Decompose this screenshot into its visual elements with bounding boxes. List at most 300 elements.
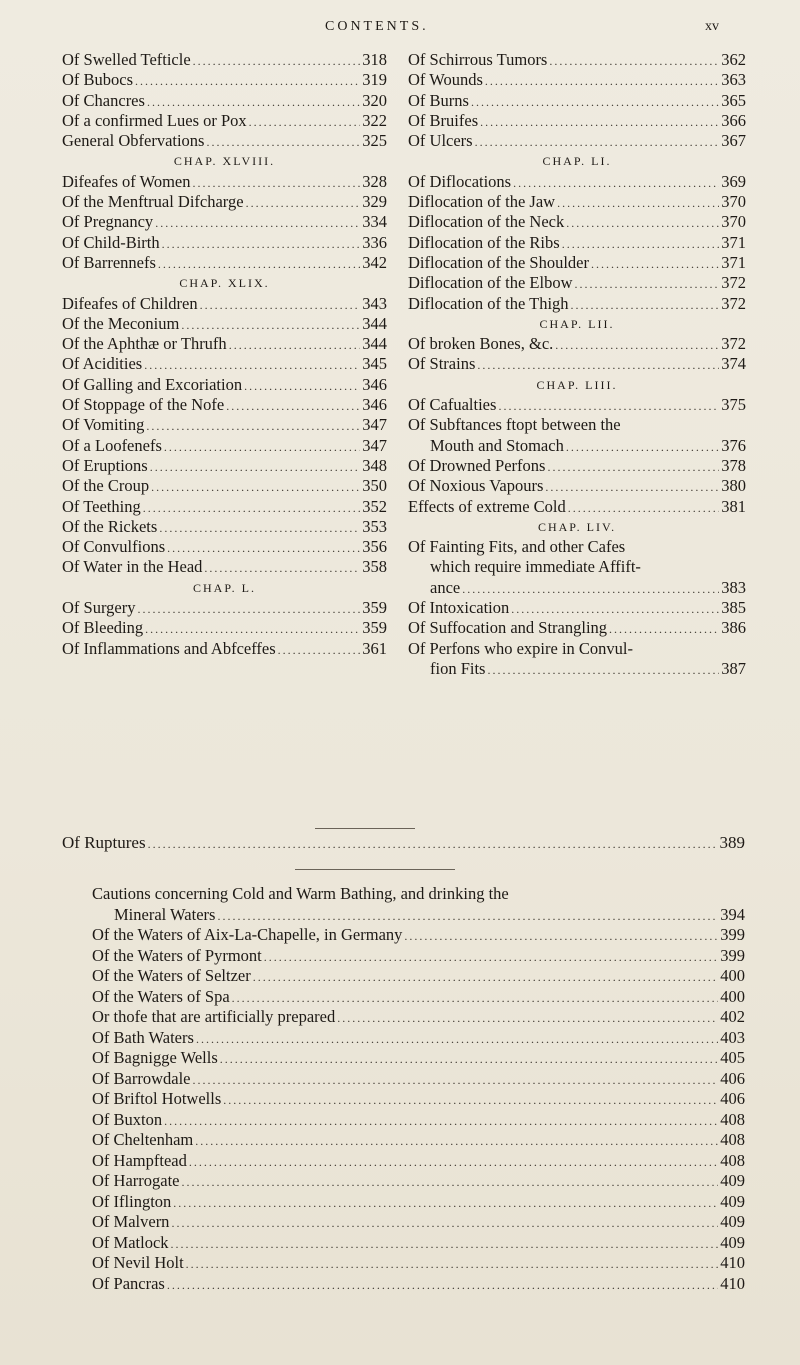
- dot-leader: [480, 112, 719, 132]
- entry-page: 408: [720, 1109, 745, 1129]
- entry-title: Mouth and Stomach: [430, 435, 564, 455]
- entry-page: 346: [362, 395, 387, 415]
- entry-title: Difeafes of Children: [62, 293, 198, 313]
- contents-entry: [408, 233, 746, 253]
- entry-page: 405: [720, 1048, 745, 1067]
- entry-title: Of broken Bones, &c.: [408, 334, 554, 354]
- contents-entry: [62, 334, 387, 354]
- entry-title: Of Burns: [408, 90, 469, 110]
- entry-title: Of a confirmed Lues or Pox: [62, 110, 247, 130]
- entry-title: Of Child-Birth: [62, 232, 160, 252]
- dot-leader: [193, 173, 361, 193]
- entry-title: Of Barrowdale: [92, 1068, 191, 1088]
- contents-entry: [62, 395, 387, 415]
- dot-leader: [195, 1131, 718, 1152]
- dot-leader: [244, 376, 360, 396]
- entry-page: 322: [362, 110, 387, 130]
- contents-entry: [408, 659, 746, 679]
- dot-leader: [189, 1152, 718, 1173]
- entry-page: 399: [720, 925, 745, 944]
- entry-title: Of Pancras: [92, 1273, 165, 1293]
- contents-entry: [92, 946, 745, 967]
- dot-leader: [249, 112, 361, 132]
- dot-leader: [162, 234, 361, 254]
- dot-leader: [206, 132, 360, 152]
- entry-title: Of Water in the Head: [62, 557, 203, 577]
- dot-leader: [555, 335, 719, 355]
- entry-title: Of Bath Waters: [92, 1027, 194, 1047]
- dot-leader: [547, 457, 719, 477]
- contents-entry: [92, 1069, 745, 1090]
- entry-title: Of Teething: [62, 496, 141, 516]
- contents-entry: [408, 598, 746, 618]
- dot-leader: [217, 906, 718, 927]
- contents-entry: [62, 212, 387, 232]
- dot-leader: [571, 295, 720, 315]
- contents-entry: [408, 334, 746, 354]
- entry-title: Of Bleeding: [62, 618, 144, 638]
- entry-page: 400: [720, 986, 745, 1006]
- entry-title: Of the Rickets: [62, 516, 158, 536]
- entry-page: 353: [362, 516, 387, 536]
- entry-page: 371: [721, 252, 746, 272]
- entry-title: Of Cheltenham: [92, 1130, 194, 1149]
- contents-entry: [92, 884, 745, 905]
- entry-page: 334: [362, 212, 387, 232]
- chapter-heading: CHAP. LIV.: [537, 519, 617, 534]
- entry-title: Of Eruptions: [62, 455, 148, 475]
- dot-leader: [173, 1193, 718, 1214]
- entry-page: 375: [721, 395, 746, 415]
- dot-leader: [511, 599, 719, 619]
- entry-page: 380: [721, 476, 746, 496]
- entry-title: Of Vomiting: [62, 415, 145, 435]
- contents-entry: [62, 294, 387, 314]
- contents-entry: [92, 1110, 745, 1131]
- dot-leader: [167, 1275, 718, 1296]
- entry-title: General Obfervations: [62, 131, 205, 151]
- entry-page: 409: [720, 1232, 745, 1252]
- contents-entry: [408, 111, 746, 131]
- contents-entry: [408, 395, 746, 415]
- ruptures-entry: [62, 833, 745, 853]
- dot-leader: [204, 558, 360, 578]
- entry-title: Difeafes of Women: [62, 171, 191, 191]
- dot-leader: [193, 51, 361, 71]
- page-header: [0, 15, 800, 45]
- dot-leader: [475, 132, 720, 152]
- dot-leader: [253, 967, 719, 988]
- contents-entry: [92, 905, 745, 926]
- contents-entry: [62, 375, 387, 395]
- section-rule: [295, 869, 455, 870]
- entry-title: Of Bagnigge Wells: [92, 1048, 218, 1067]
- entry-page: 342: [362, 252, 387, 272]
- entry-title: Diflocation of the Jaw: [408, 192, 556, 212]
- entry-page: 328: [362, 171, 387, 191]
- dot-leader: [557, 193, 719, 213]
- contents-entry: [62, 70, 387, 90]
- entry-title: Diflocation of the Elbow: [408, 273, 573, 293]
- entry-page: 408: [720, 1130, 745, 1149]
- entry-title: Of Buxton: [92, 1109, 163, 1129]
- dot-leader: [226, 396, 360, 416]
- entry-title: Of Perfons who expire in Convul-: [408, 638, 634, 658]
- entry-title: Of the Menftrual Difcharge: [62, 192, 244, 212]
- entry-title: Of Barrennefs: [62, 252, 156, 272]
- entry-page: 402: [720, 1007, 745, 1026]
- contents-entry: [408, 91, 746, 111]
- entry-title: Of Wounds: [408, 70, 483, 90]
- dot-leader: [171, 1213, 718, 1234]
- entry-title: Mineral Waters: [114, 904, 216, 924]
- entry-title: Of Inflammations and Abfceffes: [62, 638, 276, 658]
- entry-page: 406: [720, 1089, 745, 1108]
- entry-title: Diflocation of the Shoulder: [408, 252, 590, 272]
- contents-entry: [408, 557, 746, 577]
- dot-leader: [164, 1111, 718, 1132]
- entry-page: 350: [362, 476, 387, 496]
- dot-leader: [148, 834, 718, 854]
- chapter-heading: CHAP. XLIX.: [179, 276, 270, 291]
- entry-title: Of Harrogate: [92, 1171, 180, 1190]
- entry-page: 348: [362, 455, 387, 475]
- chapter-heading: CHAP. XLVIII.: [173, 154, 276, 169]
- entry-page: 367: [721, 131, 746, 151]
- entry-page: 362: [721, 50, 746, 69]
- dot-leader: [186, 1254, 719, 1275]
- contents-entry: [62, 314, 387, 334]
- dot-leader: [223, 1090, 718, 1111]
- dot-leader: [337, 1008, 718, 1029]
- entry-title: Of Schirrous Tumors: [408, 50, 548, 69]
- contents-entry: [92, 925, 745, 946]
- entry-title: Of the Waters of Pyrmont: [92, 945, 262, 965]
- contents-entry: [408, 415, 746, 435]
- entry-title: Of Fainting Fits, and other Cafes: [408, 537, 626, 557]
- contents-entry: [408, 354, 746, 374]
- dot-leader: [182, 1172, 719, 1193]
- entry-page: 386: [721, 618, 746, 638]
- contents-entry: [408, 192, 746, 212]
- chapter-heading: CHAP. LI.: [542, 154, 612, 169]
- entry-page: 385: [721, 598, 746, 618]
- contents-entry: [62, 537, 387, 557]
- chapter-heading: CHAP. LIII.: [536, 377, 618, 392]
- chapter-heading: CHAP. LII.: [539, 316, 615, 331]
- contents-entry: [408, 618, 746, 638]
- entry-page: 347: [362, 415, 387, 435]
- entry-page: 363: [721, 70, 746, 90]
- entry-title: Of the Waters of Spa: [92, 986, 230, 1006]
- entry-title: Of Malvern: [92, 1212, 170, 1231]
- dot-leader: [158, 254, 360, 274]
- contents-entry: [408, 273, 746, 293]
- dot-leader: [159, 518, 360, 538]
- entry-page: 318: [362, 50, 387, 69]
- contents-entry: [92, 1028, 745, 1049]
- entry-title: Of a Loofenefs: [62, 435, 162, 455]
- entry-page: 359: [362, 618, 387, 638]
- entry-title: Cautions concerning Cold and Warm Bathing, and drinking the: [92, 884, 509, 903]
- entry-title: Of the Meconium: [62, 313, 180, 333]
- contents-entry: [408, 131, 746, 151]
- entry-page: 403: [720, 1027, 745, 1047]
- contents-entry: [92, 1233, 745, 1254]
- contents-entry: [62, 233, 387, 253]
- entry-title: Of Bruifes: [408, 110, 479, 130]
- contents-entry: [62, 497, 387, 517]
- entry-page: 325: [362, 131, 387, 151]
- entry-title: Of the Waters of Aix-La-Chapelle, in Germany: [92, 925, 403, 944]
- dot-leader: [232, 988, 719, 1009]
- dot-leader: [147, 92, 360, 112]
- dot-leader: [144, 355, 360, 375]
- dot-leader: [137, 599, 360, 619]
- folio: xv: [705, 19, 719, 34]
- entry-title: ance: [430, 577, 461, 597]
- dot-leader: [246, 193, 361, 213]
- dot-leader: [498, 396, 719, 416]
- contents-entry: [92, 1130, 745, 1151]
- contents-entry: [408, 294, 746, 314]
- entry-title: Of the Aphthæ or Thrufh: [62, 334, 227, 354]
- contents-left-column: [62, 50, 387, 659]
- entry-title: which require immediate Affift-: [430, 557, 641, 577]
- entry-title: Effects of extreme Cold: [408, 496, 566, 516]
- contents-entry: [408, 497, 746, 517]
- entry-title: Of Intoxication: [408, 598, 510, 618]
- contents-entry: [62, 91, 387, 111]
- contents-entry: [62, 192, 387, 212]
- dot-leader: [167, 538, 360, 558]
- entry-page: 374: [721, 354, 746, 374]
- entry-title: Diflocation of the Thigh: [408, 293, 569, 313]
- contents-entry: [62, 598, 387, 618]
- entry-title: Of Chancres: [62, 90, 145, 110]
- dot-leader: [487, 660, 719, 680]
- entry-title: Of Pregnancy: [62, 212, 154, 232]
- contents-entry: [92, 966, 745, 987]
- entry-page: 366: [721, 110, 746, 130]
- entry-page: 410: [720, 1273, 745, 1293]
- entry-page: 371: [721, 232, 746, 252]
- entry-title: Of the Waters of Seltzer: [92, 966, 251, 985]
- dot-leader: [513, 173, 719, 193]
- entry-title: Of the Croup: [62, 476, 150, 496]
- entry-title: Of Swelled Tefticle: [62, 50, 191, 69]
- contents-entry: [92, 1253, 745, 1274]
- entry-title: Of Stoppage of the Nofe: [62, 395, 225, 415]
- contents-entry: [62, 517, 387, 537]
- dot-leader: [568, 498, 719, 518]
- chapter-heading: CHAP. L.: [192, 580, 256, 595]
- contents-entry: [92, 1212, 745, 1233]
- dot-leader: [196, 1029, 718, 1050]
- dot-leader: [181, 315, 360, 335]
- contents-entry: [62, 50, 387, 70]
- entry-page: 336: [362, 232, 387, 252]
- contents-entry: [92, 1151, 745, 1172]
- dot-leader: [566, 213, 719, 233]
- entry-title: Of Cafualties: [408, 395, 497, 415]
- contents-entry: [92, 1192, 745, 1213]
- contents-entry: [408, 436, 746, 456]
- dot-leader: [264, 947, 718, 968]
- entry-page: 399: [720, 945, 745, 965]
- entry-title: Of Briftol Hotwells: [92, 1089, 222, 1108]
- entry-title: Diflocation of the Neck: [408, 212, 565, 232]
- entry-page: 378: [721, 455, 746, 475]
- contents-entry: [92, 1171, 745, 1192]
- contents-entry: [62, 131, 387, 151]
- dot-leader: [135, 71, 360, 91]
- dot-leader: [471, 92, 719, 112]
- entry-page: 381: [721, 496, 746, 516]
- entry-page: 400: [720, 966, 745, 985]
- contents-entry: [92, 1007, 745, 1028]
- entry-title: Of Galling and Excoriation: [62, 374, 243, 394]
- dot-leader: [193, 1070, 719, 1091]
- dot-leader: [278, 640, 361, 660]
- entry-page: 319: [362, 70, 387, 90]
- entry-title: Of Bubocs: [62, 70, 134, 90]
- dot-leader: [562, 234, 720, 254]
- entry-page: 345: [362, 354, 387, 374]
- dot-leader: [575, 274, 720, 294]
- dot-leader: [151, 477, 360, 497]
- entry-page: 389: [719, 833, 745, 852]
- contents-entry: [62, 476, 387, 496]
- contents-right-column: [408, 50, 746, 679]
- entry-page: 329: [362, 192, 387, 212]
- dot-leader: [545, 477, 719, 497]
- entry-page: 365: [721, 90, 746, 110]
- contents-entry: [408, 456, 746, 476]
- contents-entry: [62, 415, 387, 435]
- contents-entry: [92, 987, 745, 1008]
- entry-page: 356: [362, 537, 387, 557]
- entry-page: 343: [362, 293, 387, 313]
- entry-page: 358: [362, 557, 387, 577]
- entry-title: Of Subftances ftopt between the: [408, 415, 621, 435]
- entry-page: 347: [362, 435, 387, 455]
- dot-leader: [609, 619, 719, 639]
- entry-page: 344: [362, 334, 387, 354]
- entry-title: Diflocation of the Ribs: [408, 232, 560, 252]
- dot-leader: [462, 579, 719, 599]
- entry-page: 409: [720, 1191, 745, 1211]
- entry-title: Of Strains: [408, 354, 476, 374]
- contents-entry: [408, 253, 746, 273]
- entry-title: Of Noxious Vapours: [408, 476, 544, 496]
- contents-entry: [408, 212, 746, 232]
- entry-title: Of Diflocations: [408, 171, 512, 191]
- contents-entry: [92, 1048, 745, 1069]
- dot-leader: [591, 254, 719, 274]
- dot-leader: [549, 51, 719, 71]
- dot-leader: [220, 1049, 718, 1070]
- entry-page: 372: [721, 334, 746, 354]
- section-rule: [315, 828, 415, 829]
- entry-page: 376: [721, 435, 746, 455]
- contents-entry: [408, 639, 746, 659]
- entry-page: 387: [721, 658, 746, 678]
- contents-entry: [62, 111, 387, 131]
- entry-title: Of Hampftead: [92, 1150, 187, 1170]
- entry-title: Of Convulfions: [62, 537, 166, 557]
- entry-page: 406: [720, 1068, 745, 1088]
- entry-title: Of Suffocation and Strangling: [408, 618, 608, 638]
- contents-entry: [62, 354, 387, 374]
- entry-page: 383: [721, 577, 746, 597]
- entry-page: 370: [721, 212, 746, 232]
- contents-entry: [408, 476, 746, 496]
- entry-page: 410: [720, 1253, 745, 1272]
- contents-entry: [62, 253, 387, 273]
- entry-page: 409: [720, 1171, 745, 1190]
- dot-leader: [200, 295, 361, 315]
- entry-page: 409: [720, 1212, 745, 1231]
- dot-leader: [485, 71, 719, 91]
- entry-page: 344: [362, 313, 387, 333]
- entry-page: 361: [362, 638, 387, 658]
- entry-title: Of Ruptures: [62, 833, 146, 852]
- dot-leader: [171, 1234, 719, 1255]
- dot-leader: [164, 437, 360, 457]
- contents-entry: [408, 537, 746, 557]
- contents-entry: [62, 618, 387, 638]
- entry-title: Or thofe that are artificially prepared: [92, 1007, 336, 1026]
- contents-entry: [62, 639, 387, 659]
- contents-entry: [408, 50, 746, 70]
- dot-leader: [229, 335, 361, 355]
- dot-leader: [566, 437, 719, 457]
- running-title: CONTENTS.: [325, 19, 429, 34]
- dot-leader: [477, 355, 719, 375]
- contents-entry: [62, 456, 387, 476]
- contents-entry: [408, 70, 746, 90]
- entry-page: 372: [721, 273, 746, 293]
- entry-title: Of Iflington: [92, 1191, 172, 1211]
- entry-page: 394: [720, 904, 745, 924]
- entry-title: Of Surgery: [62, 598, 136, 618]
- contents-entry: [62, 436, 387, 456]
- entry-title: Of Ulcers: [408, 131, 473, 151]
- entry-page: 408: [720, 1150, 745, 1170]
- dot-leader: [146, 416, 360, 436]
- entry-page: 372: [721, 293, 746, 313]
- entry-title: Of Matlock: [92, 1232, 169, 1252]
- contents-entry: [408, 172, 746, 192]
- contents-entry: [62, 172, 387, 192]
- contents-entry: [92, 1274, 745, 1295]
- dot-leader: [404, 926, 718, 947]
- dot-leader: [150, 457, 361, 477]
- entry-page: 359: [362, 598, 387, 618]
- dot-leader: [143, 498, 361, 518]
- entry-page: 352: [362, 496, 387, 516]
- contents-entry: [408, 578, 746, 598]
- entry-page: 369: [721, 171, 746, 191]
- entry-title: fion Fits: [430, 658, 486, 678]
- contents-entry: [92, 1089, 745, 1110]
- contents-entry: [62, 557, 387, 577]
- mineral-waters-section: [92, 884, 745, 1294]
- entry-page: 320: [362, 90, 387, 110]
- dot-leader: [145, 619, 360, 639]
- entry-title: Of Nevil Holt: [92, 1253, 184, 1272]
